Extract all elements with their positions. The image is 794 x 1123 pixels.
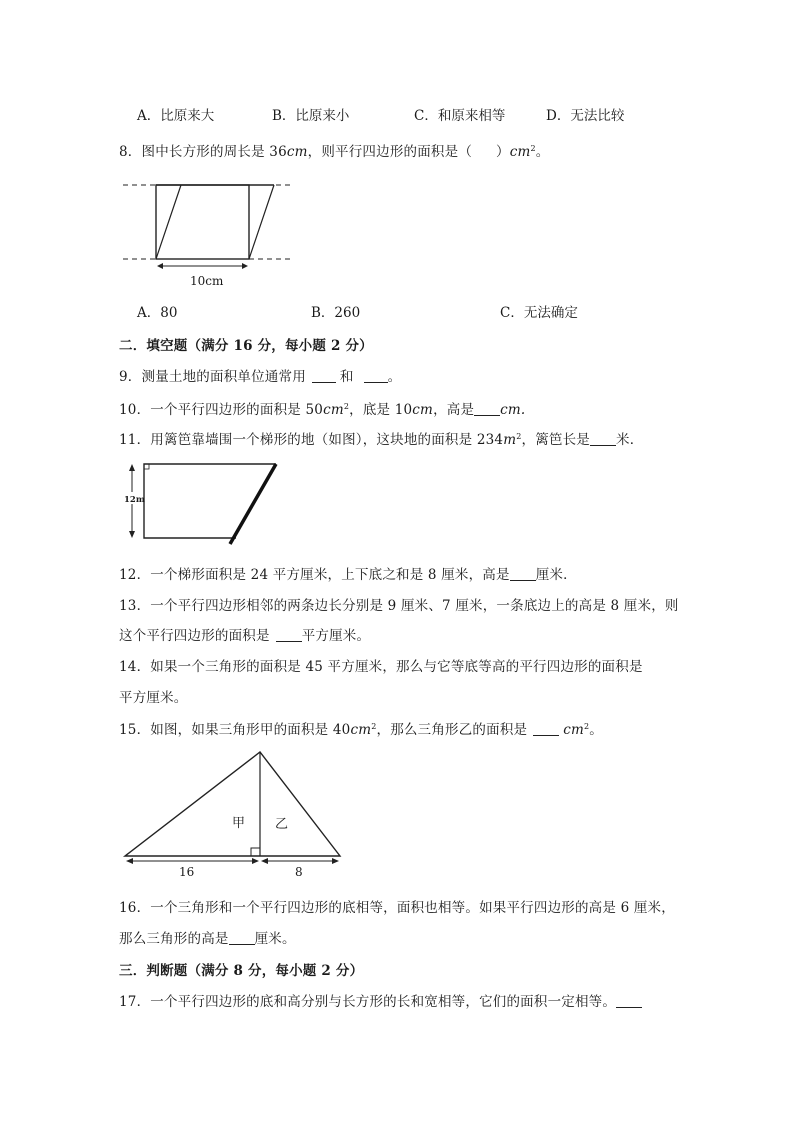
q8-option-c: C．无法确定 <box>500 305 578 321</box>
q11-square-mark: 2 <box>516 432 522 441</box>
q15-square-mark-1: 2 <box>371 722 377 731</box>
q15-unit-1: cm <box>350 722 372 738</box>
q7-option-a: A．比原来大 <box>137 108 215 124</box>
q8-option-a: A．80 <box>137 305 178 321</box>
section-3-heading: 三．判断题（满分 8 分，每小题 2 分） <box>119 963 364 979</box>
question-16-line-2 <box>119 927 296 947</box>
question-14-line-2: 平方厘米。 <box>119 690 188 706</box>
q8-figure-label: 10cm <box>190 274 224 288</box>
q15-text-b: ，那么三角形乙的面积是 <box>376 722 528 738</box>
q15-end: 。 <box>589 722 603 738</box>
q10-unit-3: cm. <box>500 402 526 418</box>
question-13-line-1: 13．一个平行四边形相邻的两条边长分别是 9 厘米、7 厘米，一条底边上的高是 8 厘米，则 <box>119 598 679 614</box>
q8-end: 。 <box>535 144 550 160</box>
q13-text-b: 平方厘米。 <box>301 628 371 644</box>
q7-option-b: B．比原来小 <box>272 108 350 124</box>
section-2-heading: 二．填空题（满分 16 分，每小题 2 分） <box>119 338 373 354</box>
q17-blank[interactable] <box>616 994 642 1008</box>
question-14-line-1: 14．如果一个三角形的面积是 45 平方厘米，那么与它等底等高的平行四边形的面积是 <box>119 659 643 675</box>
q11-unit: m <box>503 432 517 448</box>
q8-close: ） <box>496 144 510 160</box>
q15-label-8: 8 <box>295 865 303 879</box>
q11-figure-label: 12m <box>124 495 145 505</box>
q16-text-a: 那么三角形的高是 <box>119 931 229 947</box>
q7-option-d: D．无法比较 <box>546 108 625 124</box>
q10-text-a: 10．一个平行四边形的面积是 50 <box>119 402 324 418</box>
q8-unit: cm <box>286 144 308 160</box>
q11-text-c: 米． <box>616 432 644 448</box>
q8-option-b: B．260 <box>311 305 361 321</box>
q12-text-b: 厘米． <box>535 567 577 583</box>
q10-square-mark: 2 <box>343 402 350 411</box>
q9-text: 9．测量土地的面积单位通常用 <box>119 369 306 385</box>
q15-text-a: 15．如图，如果三角形甲的面积是 40 <box>119 722 351 738</box>
q15-square-mark-2: 2 <box>583 722 590 731</box>
q8-square-mark: 2 <box>530 144 536 153</box>
q12-text-a: 12．一个梯形面积是 24 平方厘米，上下底之和是 8 厘米，高是 <box>119 567 510 583</box>
q10-text-b: ，底是 10 <box>349 402 413 418</box>
q11-text-b: ，篱笆长是 <box>521 432 590 448</box>
q8-prefix: 8．图中长方形的周长是 36 <box>119 144 287 160</box>
q15-label-16: 16 <box>179 865 195 879</box>
q17-text: 17．一个平行四边形的底和高分别与长方形的长和宽相等，它们的面积一定相等。 <box>119 994 617 1010</box>
q16-blank[interactable] <box>229 931 255 945</box>
q8-middle: ，则平行四边形的面积是（ <box>307 144 473 160</box>
q10-unit-2: cm <box>412 402 434 418</box>
q9-end: 。 <box>387 369 402 385</box>
q15-label-jia: 甲 <box>232 816 246 831</box>
q15-unit-2: cm <box>563 722 584 738</box>
q10-unit-1: cm <box>323 402 344 418</box>
q8-unit-area: cm <box>509 144 531 160</box>
q15-label-yi: 乙 <box>275 817 289 832</box>
q11-text-a: 11．用篱笆靠墙围一个梯形的地（如图），这块地的面积是 234 <box>119 432 504 448</box>
q13-text-a: 这个平行四边形的面积是 <box>119 628 270 644</box>
q10-text-c: ，高是 <box>433 402 475 418</box>
q7-option-c: C．和原来相等 <box>414 108 506 124</box>
q9-and: 和 <box>339 369 354 385</box>
question-16-line-1: 16．一个三角形和一个平行四边形的底相等，面积也相等。如果平行四边形的高是 6 厘米， <box>119 900 675 916</box>
q16-text-b: 厘米。 <box>254 931 296 947</box>
question-17 <box>119 990 642 1010</box>
